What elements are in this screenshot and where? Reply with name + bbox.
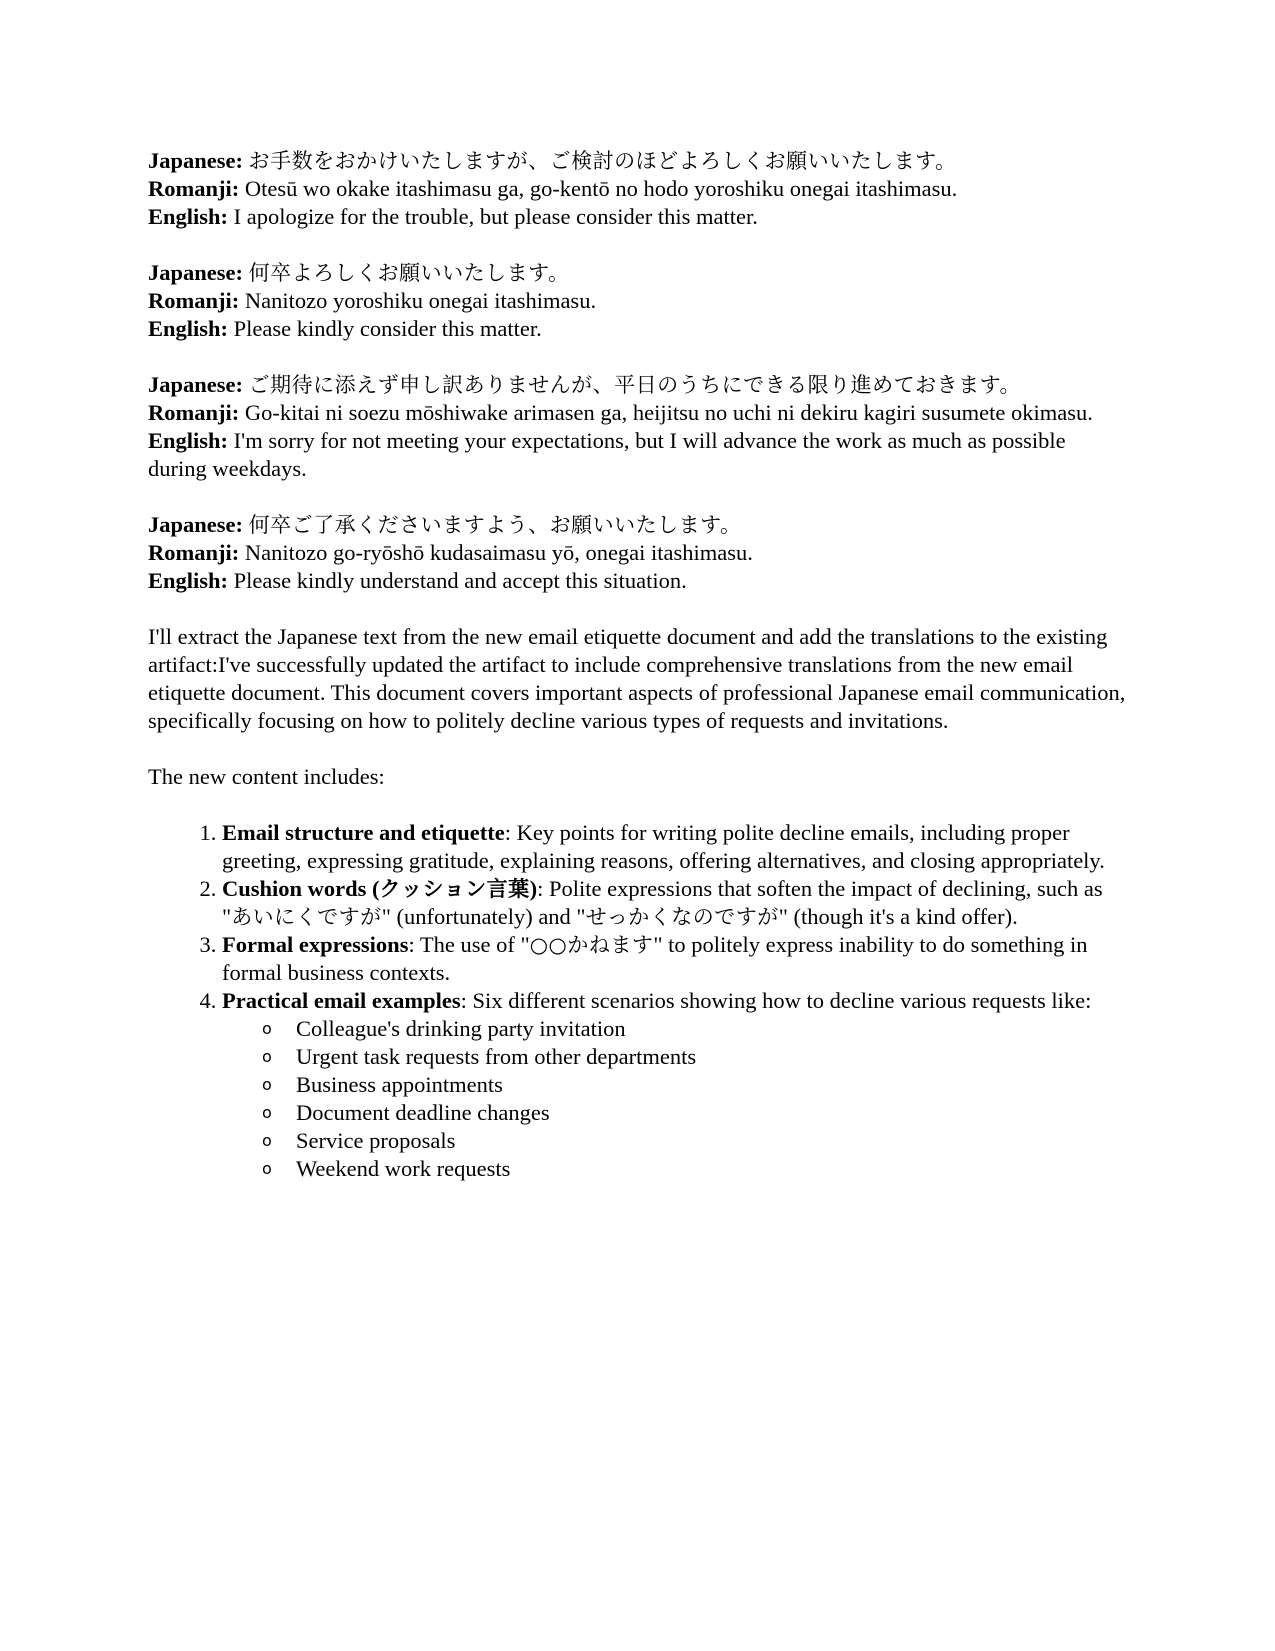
japanese-text: 何卒よろしくお願いいたします。: [248, 261, 570, 285]
item-text: : The use of ": [408, 932, 530, 957]
scenario-text: Business appointments: [296, 1072, 503, 1097]
content-list: [148, 819, 1128, 1183]
english-text: Please kindly understand and accept this situation.: [233, 568, 687, 593]
english-label: English:: [148, 316, 229, 341]
japanese-label: Japanese:: [148, 372, 243, 397]
japanese-line: [148, 511, 1128, 539]
romanji-line: [148, 539, 1128, 567]
item-text: " to politely express inability to do something in formal business contexts.: [222, 932, 1088, 985]
english-line: [148, 203, 1128, 231]
list-item: [222, 987, 1128, 1183]
japanese-line: [148, 259, 1128, 287]
item-title-end: ): [529, 876, 538, 901]
item-title: Practical email examples: [222, 988, 461, 1013]
romanji-line: [148, 287, 1128, 315]
scenario-item: [256, 1043, 1128, 1071]
english-text: I'm sorry for not meeting your expectations, but I will advance the work as much as possible during weekdays.: [148, 428, 1066, 481]
romanji-text: Nanitozo yoroshiku onegai itashimasu.: [244, 288, 597, 313]
japanese-text: お手数をおかけいたしますが、ご検討のほどよろしくお願いいたします。: [248, 149, 957, 173]
hollow-bullet-icon: o: [262, 1019, 272, 1038]
romanji-line: [148, 399, 1128, 427]
item-title: Email structure and etiquette: [222, 820, 505, 845]
romanji-label: Romanji:: [148, 400, 240, 425]
scenario-item: [256, 1099, 1128, 1127]
hollow-bullet-icon: o: [262, 1131, 272, 1150]
scenario-text: Colleague's drinking party invitation: [296, 1016, 626, 1041]
item-text: : Polite expressions that soften the impact of declining, such as ": [222, 876, 1103, 929]
romanji-label: Romanji:: [148, 540, 240, 565]
english-text: I apologize for the trouble, but please consider this matter.: [233, 204, 758, 229]
scenario-text: Weekend work requests: [296, 1156, 511, 1181]
romanji-text: Otesū wo okake itashimasu ga, go-kentō no hodo yoroshiku onegai itashimasu.: [244, 176, 958, 201]
english-label: English:: [148, 428, 229, 453]
romanji-label: Romanji:: [148, 288, 240, 313]
item-title-text: Cushion words (: [222, 876, 380, 901]
hollow-bullet-icon: o: [262, 1075, 272, 1094]
japanese-line: [148, 147, 1128, 175]
list-item: [222, 819, 1128, 875]
english-line: [148, 567, 1128, 595]
romanji-text: Go-kitai ni soezu mōshiwake arimasen ga, heijitsu no uchi ni dekiru kagiri susumete okimasu.: [244, 400, 1093, 425]
scenario-list: [222, 1015, 1128, 1183]
item-text: " (unfortunately) and ": [381, 904, 586, 929]
item-japanese-phrase: あいにくですが: [231, 905, 382, 929]
japanese-label: Japanese:: [148, 148, 243, 173]
item-title: [222, 876, 537, 901]
item-text: : Key points for writing polite decline emails, including proper greeting, expressing gratitude, explaining reasons, offering alternatives, and closing appropriately.: [222, 820, 1105, 873]
document-page: [148, 147, 1128, 1183]
romanji-text: Nanitozo go-ryōshō kudasaimasu yō, onegai itashimasu.: [244, 540, 753, 565]
item-text: " (though it's a kind offer).: [778, 904, 1018, 929]
translation-entry: [148, 147, 1128, 231]
japanese-line: [148, 371, 1128, 399]
japanese-label: Japanese:: [148, 512, 243, 537]
scenario-text: Document deadline changes: [296, 1100, 550, 1125]
summary-paragraph: I'll extract the Japanese text from the new email etiquette document and add the translations to the existing artifact:I've successfully updated the artifact to include comprehensive translations from the new email etiquette document. This document covers important aspects of professional Japanese email communication, specifically focusing on how to politely decline various types of requests and invitations.: [148, 624, 1126, 733]
hollow-bullet-icon: o: [262, 1103, 272, 1122]
english-text: Please kindly consider this matter.: [233, 316, 542, 341]
english-line: [148, 315, 1128, 343]
translation-entry: [148, 371, 1128, 483]
intro-text: The new content includes:: [148, 764, 385, 789]
translation-entry: [148, 511, 1128, 595]
scenario-item: [256, 1015, 1128, 1043]
item-title: Formal expressions: [222, 932, 409, 957]
list-item: [222, 875, 1128, 931]
english-line: [148, 427, 1128, 483]
item-japanese-phrase: せっかくなのですが: [585, 905, 779, 929]
item-japanese-phrase: ○○かねます: [529, 933, 654, 957]
romanji-line: [148, 175, 1128, 203]
item-text: : Six different scenarios showing how to decline various requests like:: [460, 988, 1092, 1013]
scenario-item: [256, 1071, 1128, 1099]
english-label: English:: [148, 568, 229, 593]
scenario-item: [256, 1127, 1128, 1155]
scenario-item: [256, 1155, 1128, 1183]
hollow-bullet-icon: o: [262, 1047, 272, 1066]
japanese-label: Japanese:: [148, 260, 243, 285]
romanji-label: Romanji:: [148, 176, 240, 201]
scenario-text: Urgent task requests from other departments: [296, 1044, 697, 1069]
scenario-text: Service proposals: [296, 1128, 456, 1153]
japanese-text: ご期待に添えず申し訳ありませんが、平日のうちにできる限り進めておきます。: [248, 373, 1021, 397]
hollow-bullet-icon: o: [262, 1159, 272, 1178]
japanese-text: 何卒ご了承くださいますよう、お願いいたします。: [248, 513, 742, 537]
english-label: English:: [148, 204, 229, 229]
translation-entry: [148, 259, 1128, 343]
item-title-japanese: クッション言葉: [379, 877, 530, 901]
list-item: [222, 931, 1128, 987]
